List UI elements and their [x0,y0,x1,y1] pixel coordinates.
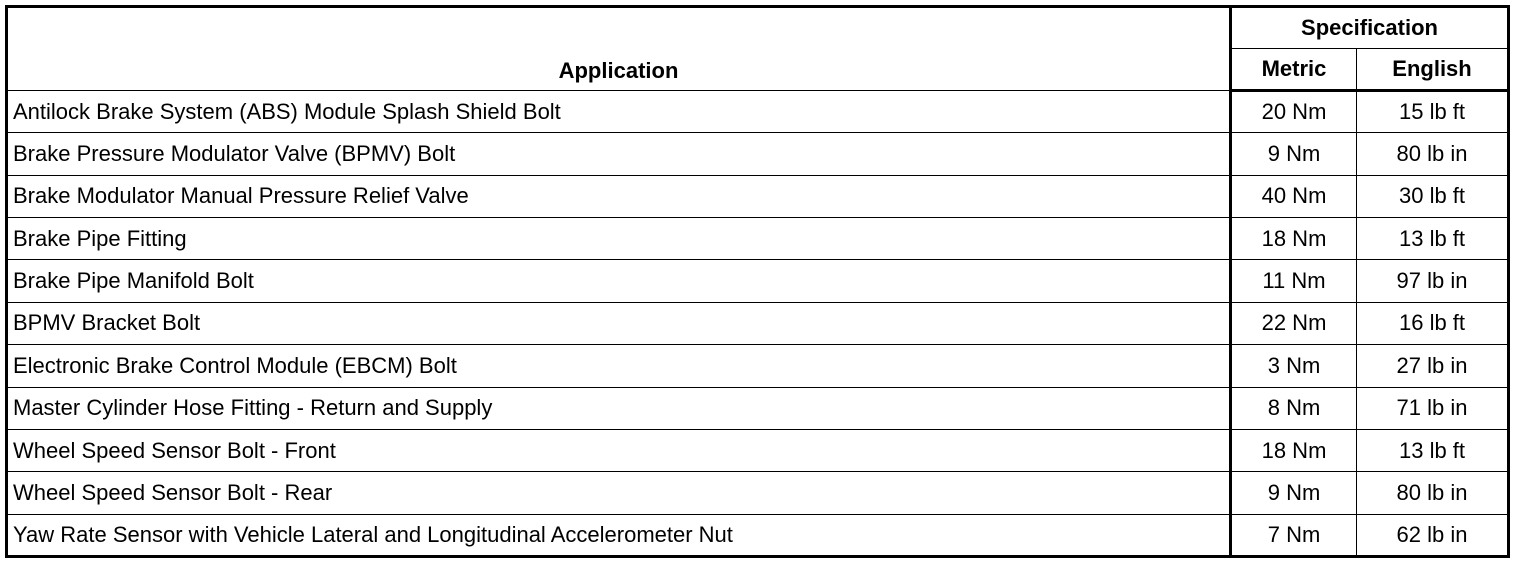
metric-cell: 8 Nm [1231,387,1357,429]
metric-cell: 7 Nm [1231,514,1357,556]
application-header: Application [7,7,1231,91]
metric-cell: 9 Nm [1231,133,1357,175]
english-cell: 16 lb ft [1357,302,1509,344]
application-cell: Yaw Rate Sensor with Vehicle Lateral and Longitudinal Accelerometer Nut [7,514,1231,556]
application-cell: Electronic Brake Control Module (EBCM) Bolt [7,345,1231,387]
application-cell: Brake Pipe Manifold Bolt [7,260,1231,302]
english-cell: 27 lb in [1357,345,1509,387]
english-cell: 15 lb ft [1357,91,1509,133]
english-cell: 80 lb in [1357,472,1509,514]
table-row [7,302,1509,344]
english-cell: 71 lb in [1357,387,1509,429]
english-cell: 80 lb in [1357,133,1509,175]
application-cell: Wheel Speed Sensor Bolt - Rear [7,472,1231,514]
metric-cell: 18 Nm [1231,429,1357,471]
metric-cell: 20 Nm [1231,91,1357,133]
application-cell: Brake Pressure Modulator Valve (BPMV) Bolt [7,133,1231,175]
table-row [7,260,1509,302]
table-row [7,91,1509,133]
english-cell: 30 lb ft [1357,175,1509,217]
application-cell: Brake Modulator Manual Pressure Relief Valve [7,175,1231,217]
fastener-specification-table [5,5,1510,558]
metric-cell: 3 Nm [1231,345,1357,387]
metric-header: Metric [1231,49,1357,91]
english-cell: 97 lb in [1357,260,1509,302]
application-cell: Brake Pipe Fitting [7,218,1231,260]
metric-cell: 22 Nm [1231,302,1357,344]
english-cell: 62 lb in [1357,514,1509,556]
table-row [7,387,1509,429]
metric-cell: 40 Nm [1231,175,1357,217]
metric-cell: 9 Nm [1231,472,1357,514]
specification-header: Specification [1231,7,1509,49]
table-row [7,175,1509,217]
table-row [7,514,1509,556]
table-row [7,429,1509,471]
application-cell: Wheel Speed Sensor Bolt - Front [7,429,1231,471]
application-cell: Antilock Brake System (ABS) Module Splash Shield Bolt [7,91,1231,133]
english-cell: 13 lb ft [1357,218,1509,260]
table-row [7,345,1509,387]
application-cell: Master Cylinder Hose Fitting - Return and Supply [7,387,1231,429]
metric-cell: 18 Nm [1231,218,1357,260]
metric-cell: 11 Nm [1231,260,1357,302]
table-row [7,218,1509,260]
english-cell: 13 lb ft [1357,429,1509,471]
table-row [7,472,1509,514]
english-header: English [1357,49,1509,91]
application-cell: BPMV Bracket Bolt [7,302,1231,344]
table-row [7,133,1509,175]
